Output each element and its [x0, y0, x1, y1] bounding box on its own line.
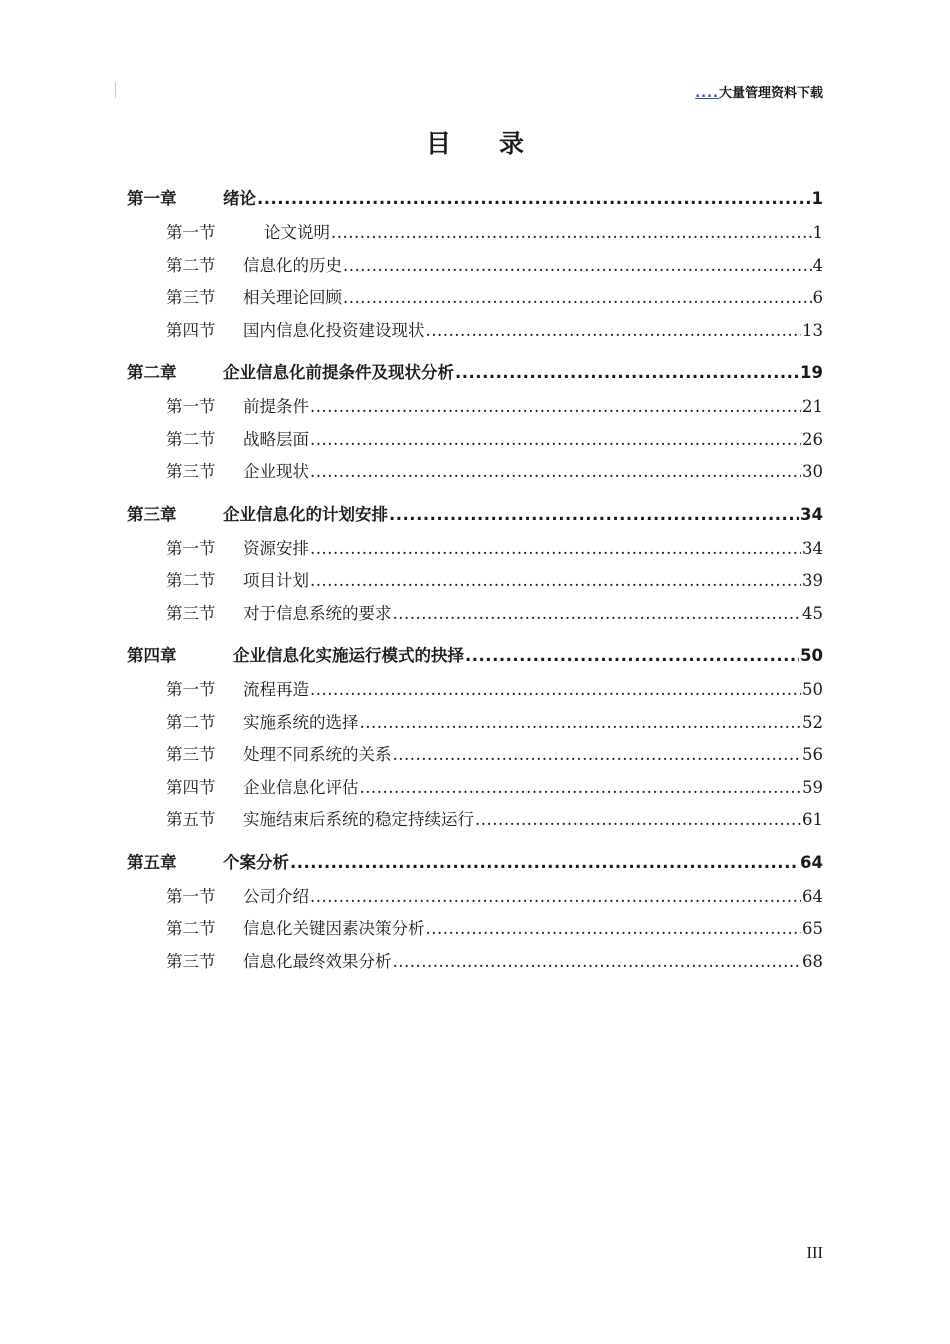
toc-entry-title: 企业信息化前提条件及现状分析 — [223, 363, 454, 382]
toc-section-entry[interactable] — [127, 315, 823, 348]
toc-entry-page: 56 — [802, 745, 823, 764]
toc-entry-page: 64 — [800, 852, 823, 872]
toc-entry-number: 第四节 — [166, 777, 216, 797]
toc-entry-number: 第四节 — [166, 320, 216, 340]
toc-entry-title: 企业信息化评估 — [243, 777, 359, 797]
toc-entry-page: 30 — [802, 462, 823, 481]
dot-leader — [310, 674, 801, 707]
toc-entry-page: 50 — [800, 646, 823, 665]
toc-chapter-entry[interactable] — [127, 499, 823, 531]
toc-entry-title: 企业信息化的计划安排 — [223, 504, 388, 524]
toc-entry-title: 对于信息系统的要求 — [243, 603, 392, 623]
toc-entry-page: 61 — [802, 810, 823, 829]
toc-entry-title: 项目计划 — [243, 571, 309, 590]
toc-chapter-entry[interactable] — [127, 357, 823, 389]
toc-entry-page: 21 — [802, 397, 823, 416]
toc-chapter-entry[interactable] — [127, 640, 823, 672]
dot-leader — [465, 640, 799, 672]
toc-section-entry[interactable] — [127, 881, 823, 914]
toc-entry-title: 流程再造 — [243, 680, 309, 699]
toc-entry-title: 实施结束后系统的稳定持续运行 — [243, 810, 474, 829]
toc-entry-number: 第二节 — [166, 255, 216, 275]
toc-section-entry[interactable] — [127, 913, 823, 946]
dot-leader — [343, 250, 812, 283]
toc-entry-title: 国内信息化投资建设现状 — [243, 320, 425, 340]
toc-entry-page: 13 — [802, 320, 823, 340]
toc-entry-number: 第三节 — [166, 288, 216, 307]
dot-leader — [393, 946, 802, 979]
toc-entry-number: 第二节 — [166, 571, 216, 590]
toc-entry-number: 第二节 — [166, 919, 216, 938]
table-of-contents — [127, 183, 823, 978]
toc-entry-title: 前提条件 — [243, 397, 309, 416]
toc-entry-number: 第四章 — [127, 646, 177, 665]
toc-section-entry[interactable] — [127, 391, 823, 424]
toc-entry-page: 45 — [802, 603, 823, 623]
toc-entry-number: 第三节 — [166, 462, 216, 481]
dot-leader — [310, 424, 801, 457]
toc-section-entry[interactable] — [127, 424, 823, 457]
dot-leader — [426, 913, 802, 946]
toc-entry-page: 34 — [800, 504, 823, 524]
dot-leader — [475, 804, 801, 837]
toc-section-entry[interactable] — [127, 707, 823, 740]
toc-entry-number: 第三节 — [166, 745, 216, 764]
page-number: III — [806, 1243, 823, 1262]
toc-entry-title: 企业信息化实施运行模式的抉择 — [233, 646, 464, 665]
dot-leader — [455, 357, 799, 389]
toc-section-entry[interactable] — [127, 456, 823, 489]
toc-entry-number: 第二节 — [166, 712, 216, 732]
toc-entry-number: 第三章 — [127, 504, 177, 524]
dot-leader — [426, 315, 802, 348]
toc-entry-number: 第五章 — [127, 852, 177, 872]
header-dots: .... — [695, 86, 719, 101]
toc-entry-page: 4 — [812, 255, 823, 275]
dot-leader — [360, 707, 802, 740]
toc-section-entry[interactable] — [127, 250, 823, 283]
toc-entry-number: 第一节 — [166, 223, 216, 242]
toc-entry-title: 企业现状 — [243, 462, 309, 481]
toc-entry-page: 39 — [802, 571, 823, 590]
toc-entry-number: 第三节 — [166, 951, 216, 971]
toc-section-entry[interactable] — [127, 772, 823, 805]
toc-entry-title: 绪论 — [223, 189, 256, 208]
dot-leader — [389, 499, 799, 531]
dot-leader — [393, 739, 802, 772]
toc-entry-title: 战略层面 — [243, 429, 309, 449]
dot-leader — [360, 772, 802, 805]
toc-section-entry[interactable] — [127, 533, 823, 566]
header-download-link[interactable] — [695, 82, 823, 101]
toc-entry-page: 6 — [812, 288, 823, 307]
toc-entry-page: 34 — [802, 538, 823, 558]
dot-leader — [257, 183, 811, 215]
toc-entry-page: 52 — [802, 712, 823, 732]
toc-entry-page: 65 — [802, 919, 823, 938]
dot-leader — [310, 533, 801, 566]
toc-section-entry[interactable] — [127, 946, 823, 979]
toc-section-entry[interactable] — [127, 282, 823, 315]
toc-entry-page: 26 — [802, 429, 823, 449]
toc-entry-page: 64 — [802, 886, 823, 906]
page-title: 目录 — [425, 129, 572, 158]
toc-entry-number: 第一节 — [166, 680, 216, 699]
dot-leader — [343, 282, 812, 315]
dot-leader — [310, 456, 801, 489]
toc-section-entry[interactable] — [127, 565, 823, 598]
toc-entry-page: 68 — [802, 951, 823, 971]
header-link-text: 大量管理资料下载 — [718, 86, 823, 101]
toc-entry-page: 19 — [800, 363, 823, 382]
toc-entry-page: 59 — [802, 777, 823, 797]
dot-leader — [331, 217, 812, 250]
toc-chapter-entry[interactable] — [127, 183, 823, 215]
toc-entry-title: 实施系统的选择 — [243, 712, 359, 732]
toc-entry-page: 1 — [811, 189, 823, 208]
toc-section-entry[interactable] — [127, 739, 823, 772]
toc-section-entry[interactable] — [127, 217, 823, 250]
toc-section-entry[interactable] — [127, 804, 823, 837]
toc-section-entry[interactable] — [127, 598, 823, 631]
toc-entry-number: 第五节 — [166, 810, 216, 829]
toc-entry-page: 1 — [812, 223, 823, 242]
toc-entry-title: 相关理论回顾 — [243, 288, 342, 307]
dot-leader — [310, 881, 801, 914]
toc-entry-number: 第一节 — [166, 538, 216, 558]
toc-entry-title: 论文说明 — [264, 223, 330, 242]
toc-entry-page: 50 — [802, 680, 823, 699]
toc-chapter-entry[interactable] — [127, 847, 823, 879]
dot-leader — [310, 565, 801, 598]
toc-entry-number: 第一节 — [166, 886, 216, 906]
toc-entry-title: 公司介绍 — [243, 886, 309, 906]
toc-entry-title: 信息化的历史 — [243, 255, 342, 275]
toc-entry-number: 第二章 — [127, 363, 177, 382]
toc-section-entry[interactable] — [127, 674, 823, 707]
toc-entry-title: 信息化关键因素决策分析 — [243, 919, 425, 938]
toc-entry-title: 资源安排 — [243, 538, 309, 558]
toc-entry-number: 第三节 — [166, 603, 216, 623]
toc-entry-title: 个案分析 — [223, 852, 289, 872]
toc-entry-number: 第一节 — [166, 397, 216, 416]
toc-entry-title: 处理不同系统的关系 — [243, 745, 392, 764]
toc-entry-number: 第一章 — [127, 189, 177, 208]
dot-leader — [290, 847, 799, 879]
corner-crop-mark — [115, 82, 116, 98]
dot-leader — [310, 391, 801, 424]
toc-entry-number: 第二节 — [166, 429, 216, 449]
toc-entry-title: 信息化最终效果分析 — [243, 951, 392, 971]
dot-leader — [393, 598, 802, 631]
